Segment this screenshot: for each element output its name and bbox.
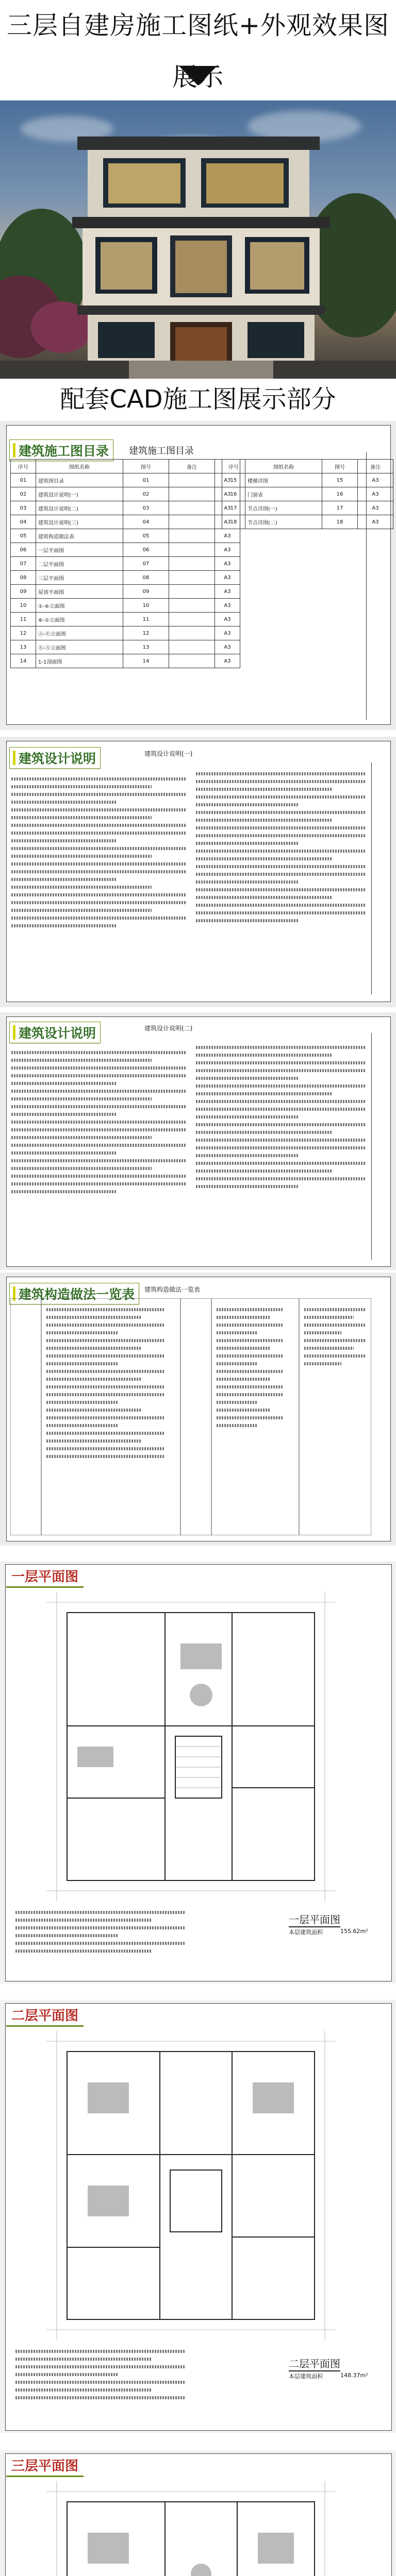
floor3-plan-sheet bbox=[0, 2450, 396, 2576]
table-text bbox=[46, 1303, 165, 1463]
sheet-label: 建筑设计说明 bbox=[9, 747, 101, 769]
table-text bbox=[304, 1303, 366, 1370]
drawing-index-sheet bbox=[0, 421, 396, 730]
section-title: 配套CAD施工图展示部分 bbox=[60, 385, 336, 414]
table-row: 07 二层平面图 07 A3 bbox=[11, 557, 240, 571]
title-block bbox=[371, 1033, 387, 1260]
notes-text-right bbox=[196, 768, 366, 927]
table-row: 01 建筑图目录 01 A3 bbox=[11, 473, 240, 487]
notes-text-right bbox=[196, 1041, 366, 1193]
floor1-plan-sheet bbox=[0, 1561, 396, 1984]
col-header: 备注 bbox=[169, 460, 215, 473]
title-block bbox=[371, 762, 387, 994]
sheet-label: 建筑施工图目录 bbox=[9, 439, 113, 461]
plan-notes bbox=[15, 1906, 186, 1957]
construction-table-sheet bbox=[0, 1273, 396, 1546]
floor2-plan-sheet bbox=[0, 2000, 396, 2433]
table-row: 10 ①-⑥立面图 10 A3 bbox=[11, 599, 240, 613]
page-title: 三层自建房施工图纸+外观效果图展示 bbox=[6, 11, 390, 92]
table-row: 06 一层平面图 06 A3 bbox=[11, 543, 240, 557]
sheet-label: 建筑设计说明 bbox=[9, 1022, 101, 1043]
plan-name: 一层平面图 bbox=[289, 1911, 340, 1927]
table-row: 14 1-1剖面图 14 A3 bbox=[11, 654, 240, 668]
design-notes-1-sheet bbox=[0, 737, 396, 1007]
exterior-render-image bbox=[0, 100, 396, 379]
floor-plan-drawing bbox=[46, 1592, 335, 1901]
sheet-label: 二层平面图 bbox=[6, 2004, 84, 2027]
col-header: 图号 bbox=[123, 460, 169, 473]
sheet-title: 建筑施工图目录 bbox=[129, 446, 194, 456]
title-block bbox=[366, 452, 387, 720]
notes-text-left bbox=[11, 1046, 187, 1198]
villa-illustration bbox=[0, 100, 396, 379]
table-row: 18 节点详图(二) 18 A3 bbox=[222, 515, 393, 529]
table-row: 04 建筑设计说明(三) 04 A3 bbox=[11, 515, 240, 529]
table-row: 11 ⑥-①立面图 11 A3 bbox=[11, 613, 240, 626]
area-value: 148.37m² bbox=[340, 2372, 368, 2379]
down-arrow-icon bbox=[179, 66, 217, 86]
sheet-title: 建筑设计说明(二) bbox=[144, 1025, 193, 1032]
col-header: 序号 bbox=[11, 460, 36, 473]
table-text bbox=[217, 1303, 284, 1432]
area-value: 155.62m² bbox=[340, 1928, 368, 1935]
table-row: 16 门窗表 16 A3 bbox=[222, 487, 393, 501]
sheet-label: 建筑构造做法一览表 bbox=[9, 1283, 139, 1304]
area-label: 本层建筑面积 bbox=[289, 1929, 323, 1936]
table-row: 05 建筑构造做法表 05 A3 bbox=[11, 529, 240, 543]
sheet-title: 建筑构造做法一览表 bbox=[144, 1286, 201, 1293]
index-table-right: 序号 图纸名称 图号 备注 15 楼梯详图 15 A3 16 门窗表 16 A3 17 节点详图(一) 17 A3 18 节点详图(二) 18 A3 bbox=[222, 459, 393, 529]
floor-plan-drawing bbox=[46, 2031, 335, 2340]
notes-text-left bbox=[11, 773, 187, 932]
table-row: 09 屋顶平面图 09 A3 bbox=[11, 585, 240, 599]
col-header: 图纸名称 bbox=[36, 460, 123, 473]
table-row: 15 楼梯详图 15 A3 bbox=[222, 473, 393, 487]
sheet-label: 三层平面图 bbox=[6, 2454, 84, 2477]
table-row: 02 建筑设计说明(一) 02 A3 bbox=[11, 487, 240, 501]
index-table-left bbox=[10, 459, 240, 668]
table-row: 08 三层平面图 08 A3 bbox=[11, 571, 240, 585]
table-row: 03 建筑设计说明(二) 03 A3 bbox=[11, 501, 240, 515]
plan-notes bbox=[15, 2345, 186, 2404]
design-notes-2-sheet bbox=[0, 1012, 396, 1270]
table-row: 12 Ⓐ-Ⓔ立面图 12 A3 bbox=[11, 626, 240, 640]
table-row: 13 Ⓔ-Ⓐ立面图 13 A3 bbox=[11, 640, 240, 654]
floor-plan-drawing bbox=[46, 2481, 335, 2576]
area-label: 本层建筑面积 bbox=[289, 2373, 323, 2380]
sheet-label: 一层平面图 bbox=[6, 1565, 84, 1588]
plan-name: 二层平面图 bbox=[289, 2355, 340, 2371]
sheet-title: 建筑设计说明(一) bbox=[144, 750, 193, 757]
table-row: 17 节点详图(一) 17 A3 bbox=[222, 501, 393, 515]
